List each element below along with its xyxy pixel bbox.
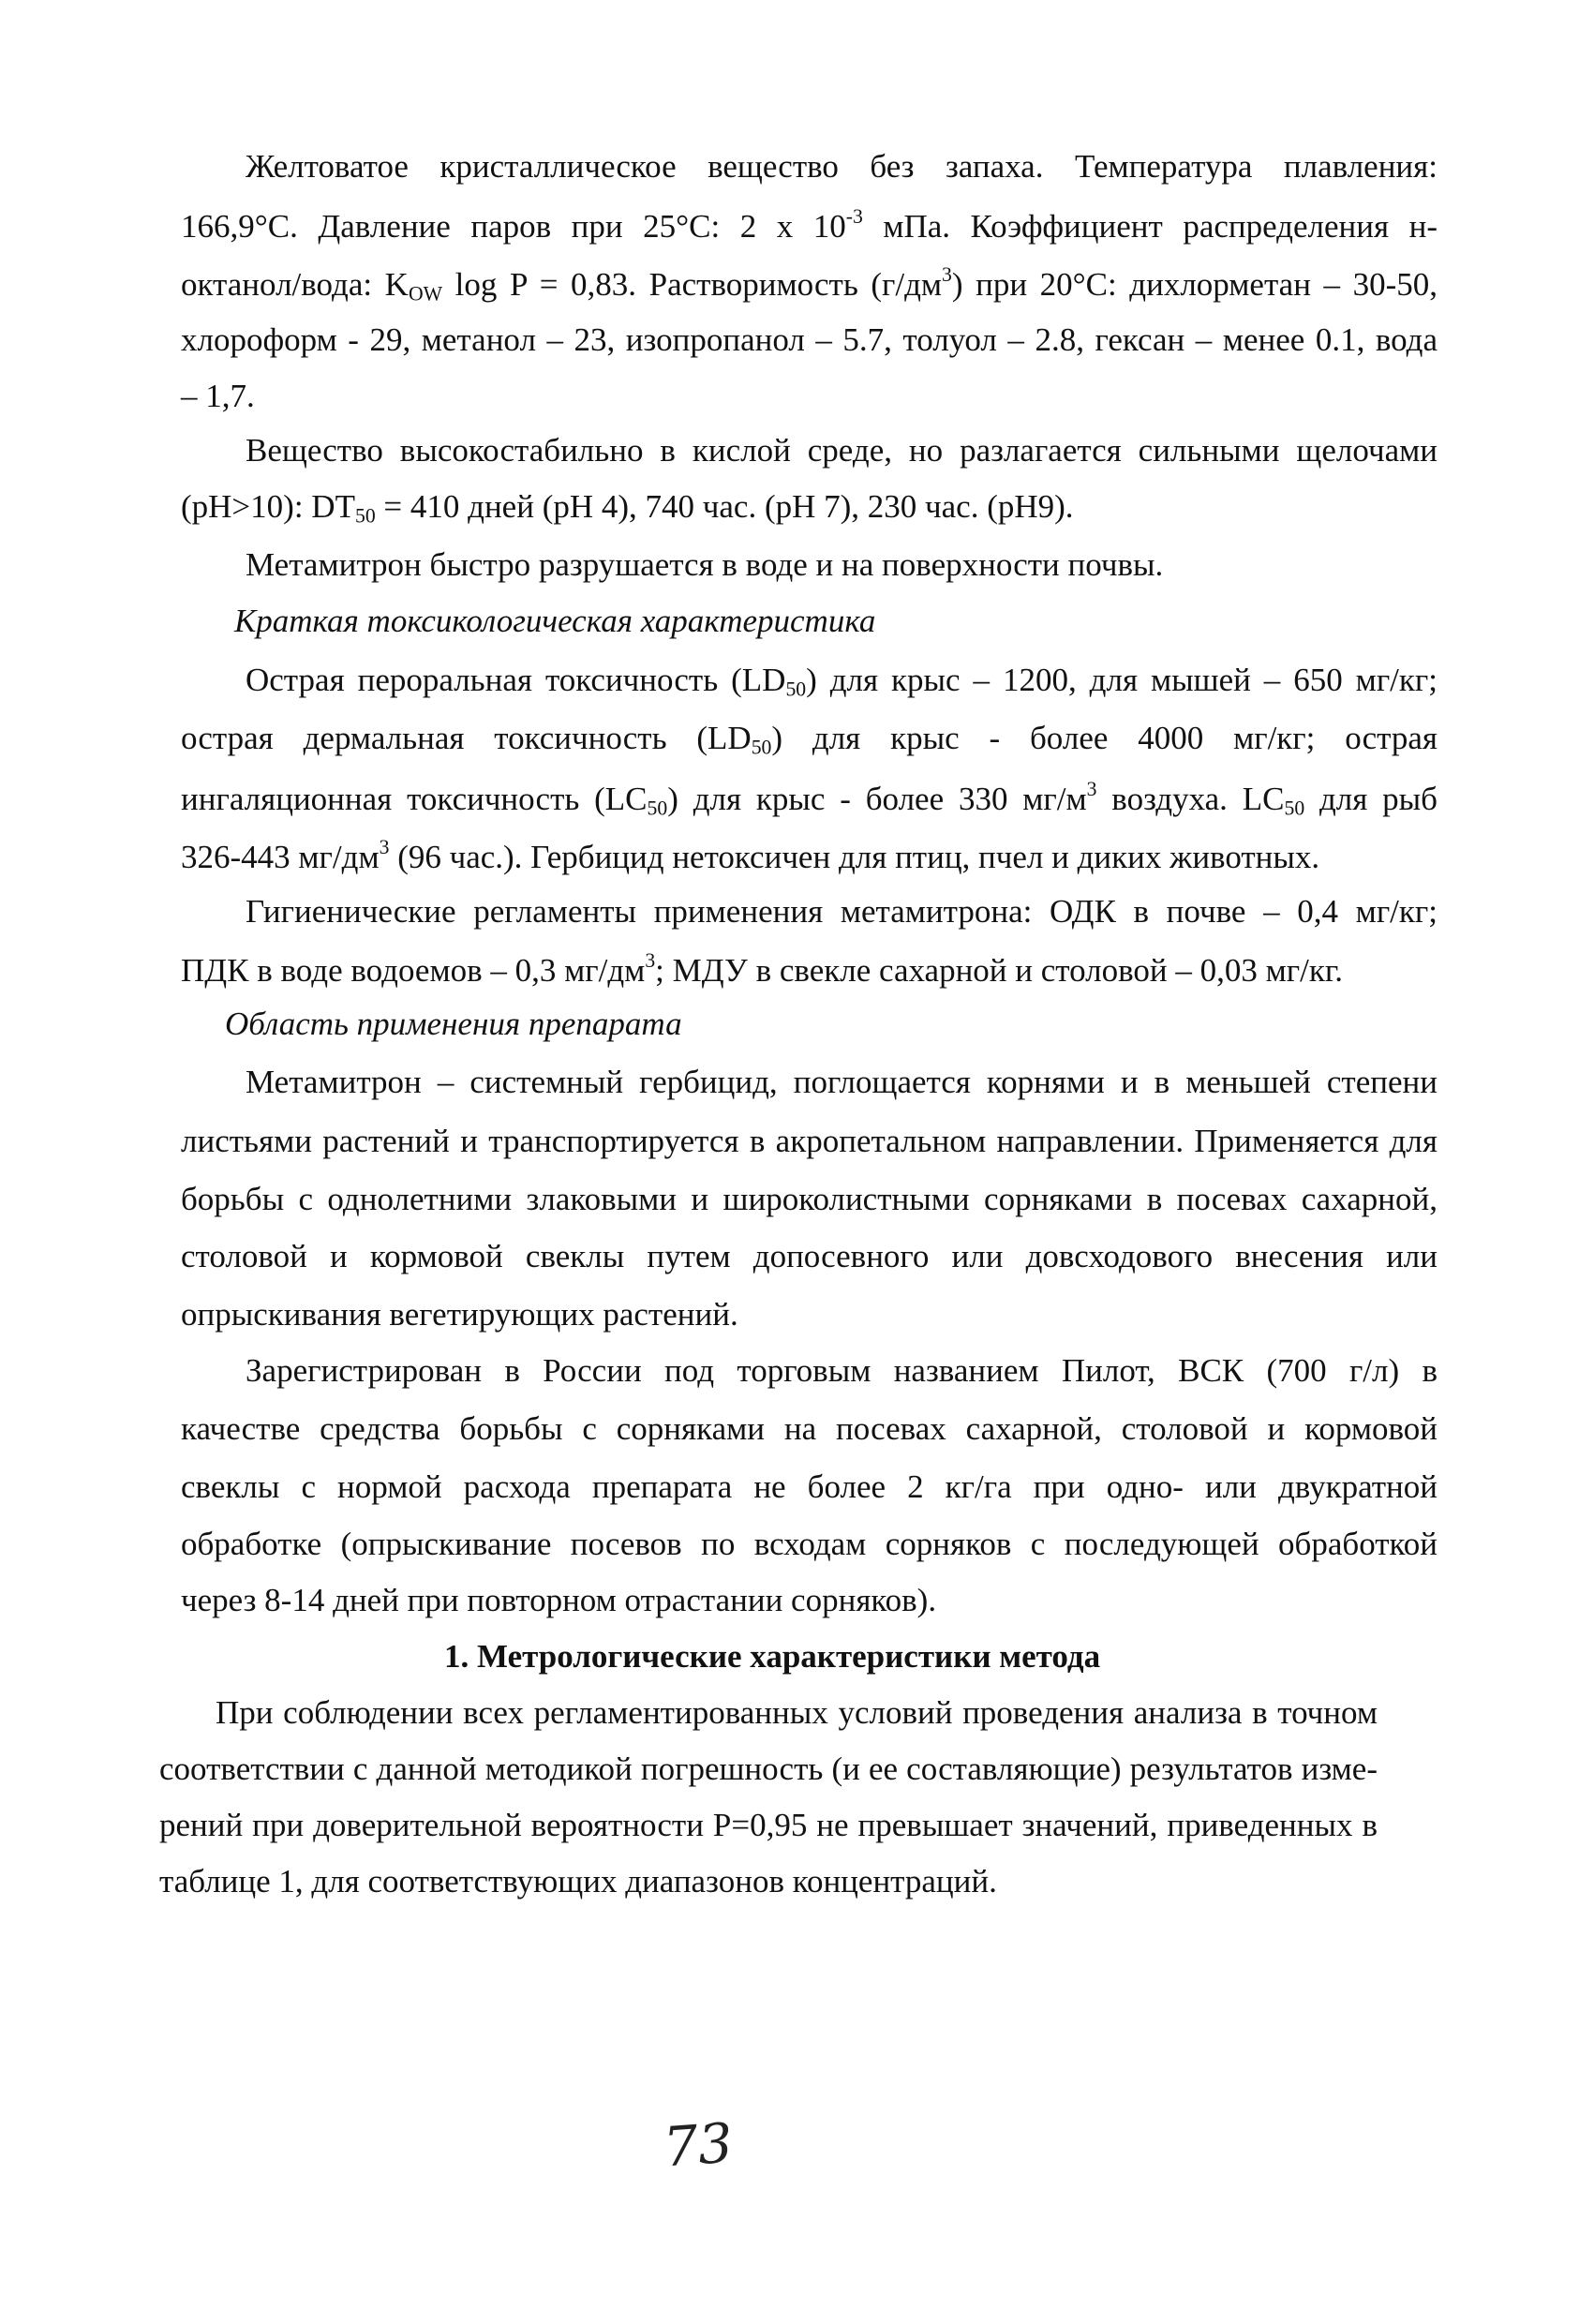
paragraph-line: качестве средства борьбы с сорняками на посевах сахарной, столовой и кормовой (181, 1410, 1438, 1447)
paragraph-line: листьями растений и транспортируется в акропетальном направлении. Применяется для (181, 1123, 1438, 1159)
paragraph-line: хлороформ - 29, метанол – 23, изопропанол – 5.7, толуол – 2.8, гексан – менее 0.1, вода (181, 321, 1438, 358)
section-heading: Область применения препарата (225, 1006, 682, 1042)
paragraph-line: При соблюдении всех регламентированных условий проведения анализа в точном (216, 1694, 1378, 1731)
paragraph-line: ПДК в воде водоемов – 0,3 $мг/дм^3$; МДУ в свекле сахарной и столовой – 0,03 мг/кг. (181, 949, 1344, 990)
paragraph-line: Зарегистрирован в России под торговым названием Пилот, ВСК (700 г/л) в (246, 1352, 1438, 1389)
paragraph-line: через 8-14 дней при повторном отрастании сорняков). (181, 1582, 937, 1618)
section-heading: Краткая токсикологическая характеристика (234, 603, 876, 639)
paragraph-line: борьбы с однолетними злаковыми и широколистными сорняками в посевах сахарной, (181, 1181, 1438, 1217)
paragraph-line: Метамитрон – системный гербицид, поглощается корнями и в меньшей степени (246, 1064, 1438, 1100)
paragraph-line: Вещество высокостабильно в кислой среде, но разлагается сильными щелочами (246, 432, 1438, 469)
section-heading: 1. Метрологические характеристики метода (444, 1638, 1101, 1675)
paragraph-line: октанол/вода: $K_{OW}$ log P = 0,83. Растворимость $(г/дм^3)$ при 20°С: дихлорметан – 30-50, (181, 263, 1438, 305)
paragraph-line: соответствии с данной методикой погрешность (и ее составляющие) результатов изме- (159, 1750, 1378, 1787)
paragraph-line: столовой и кормовой свеклы путем допосевного или довсходового внесения или (181, 1238, 1438, 1274)
paragraph-line: острая дермальная токсичность $(LD_{50})$ для крыс - более 4000 мг/кг; острая (181, 720, 1438, 759)
paragraph-line: ингаляционная токсичность $(LC_{50})$ для крыс - более 330 $мг/м^3$ воздуха. $LC_{50}$ для рыб (181, 778, 1438, 820)
paragraph-line: (pH>10): $DT_{50} = 410$ дней (pH 4), 740 час. (pH 7), 230 час. (pH9). (181, 488, 1074, 528)
page-number: 73 (661, 2110, 736, 2180)
paragraph-line: рений при доверительной вероятности P=0,95 не превышает значений, приведенных в (159, 1807, 1378, 1843)
paragraph-line: опрыскивания вегетирующих растений. (181, 1296, 738, 1333)
paragraph-line: Острая пероральная токсичность $(LD_{50})$ для крыс – 1200, для мышей – 650 мг/кг; (246, 662, 1438, 701)
paragraph-line: таблице 1, для соответствующих диапазонов концентраций. (159, 1863, 997, 1899)
paragraph-line: – 1,7. (181, 378, 255, 414)
paragraph-line: Гигиенические регламенты применения метамитрона: ОДК в почве – 0,4 мг/кг; (246, 893, 1438, 930)
paragraph-line: свеклы с нормой расхода препарата не более 2 кг/га при одно- или двукратной (181, 1468, 1438, 1505)
paragraph-line: 326-443 $мг/дм^3$ (96 час.). Гербицид нетоксичен для птиц, пчел и диких животных. (181, 836, 1320, 876)
paragraph-line: обработке (опрыскивание посевов по всходам сорняков с последующей обработкой (181, 1526, 1438, 1562)
paragraph-line: Метамитрон быстро разрушается в воде и на поверхности почвы. (246, 546, 1164, 583)
paragraph-line: 166,9°С. Давление паров при 25°С: 2 х $10^{-3}$ мПа. Коэффициент распределения н- (181, 205, 1438, 246)
paragraph-line: Желтоватое кристаллическое вещество без запаха. Температура плавления: (246, 148, 1438, 185)
